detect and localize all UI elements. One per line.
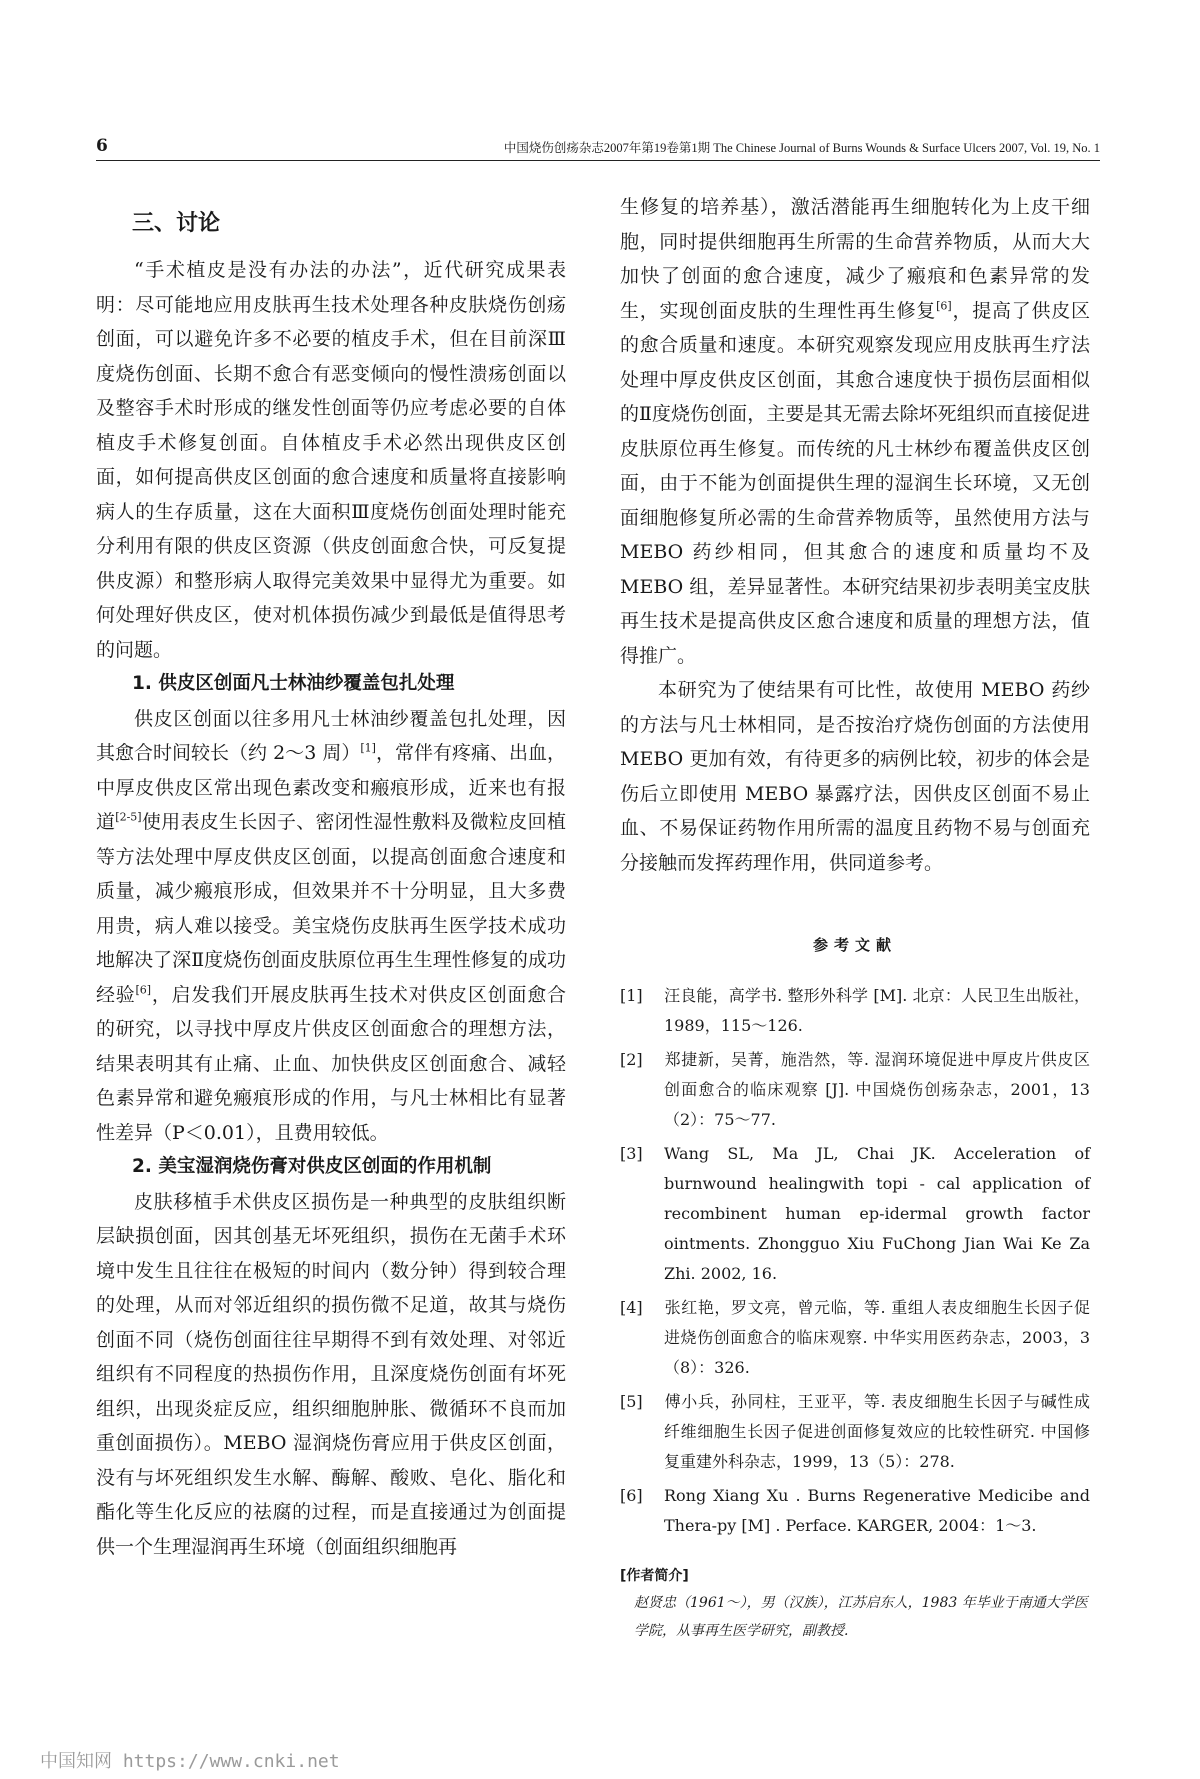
references-title: 参考文献 (812, 936, 897, 954)
discussion-paragraph-1: “手术植皮是没有办法的办法”，近代研究成果表明：尽可能地应用皮肤再生技术处理各种皮肤烧伤创疡创面，可以避免许多不必要的植皮手术，但在目前深Ⅲ度烧伤创面、长期不愈合有恶变倾向的慢性溃疡创面以及整容手术时形成的继发性创面等仍应考虑必要的自体植皮手术修复创面。自体植皮手术必然出现供皮区创面，如何提高供皮区创面的愈合速度和质量将直接影响病人的生存质量，这在大面积Ⅲ度烧伤创面处理时能充分利用有限的供皮区资源（供皮创面愈合快，可反复提供皮源）和整形病人取得完美效果中显得尤为重要。如何处理好供皮区，使对机体损伤减少到最低是值得思考的问题。 (96, 259, 566, 661)
section-title: 三、讨论 (132, 211, 221, 236)
reference-item: [1] 汪良能，高学书. 整形外科学 [M]. 北京：人民卫生出版社，1989，115～126. (620, 986, 1090, 1035)
reference-item: [2] 郑捷新，吴菁，施浩然，等. 湿润环境促进中厚皮片供皮区创面愈合的临床观察 [J]. 中国烧伤创疡杂志，2001，13（2）：75～77. (620, 1050, 1090, 1129)
author-label: [作者简介] (620, 1568, 689, 1584)
cnki-watermark: 中国知网 https://www.cnki.net (40, 1751, 340, 1772)
discussion-paragraph-2: 供皮区创面以往多用凡士林油纱覆盖包扎处理，因其愈合时间较长（约 2～3 周）[1]，常伴有疼痛、出血，中厚皮供皮区常出现色素改变和瘢痕形成，近来也有报道[2-5]使用表皮生长因子、密闭性湿性敷料及微粒皮回植等方法处理中厚皮供皮区创面，以提高创面愈合速度和质量，减少瘢痕形成，但效果并不十分明显，且大多费用贵，病人难以接受。美宝烧伤皮肤再生医学技术成功地解决了深Ⅱ度烧伤创面皮肤原位再生生理性修复的成功经验[6]，启发我们开展皮肤再生技术对供皮区创面愈合的研究，以寻找中厚皮片供皮区创面愈合的理想方法，结果表明其有止痛、止血、加快供皮区创面愈合、减轻色素异常和避免瘢痕形成的作用，与凡士林相比有显著性差异（P＜0.01），且费用较低。 (96, 707, 566, 1144)
citation[interactable]: [1] (360, 741, 376, 755)
discussion-paragraph-3-continued: 生修复的培养基），激活潜能再生细胞转化为上皮干细胞，同时提供细胞再生所需的生命营养物质，从而大大加快了创面的愈合速度，减少了瘢痕和色素异常的发生，实现创面皮肤的生理性再生修复[6]，提高了供皮区的愈合质量和速度。本研究观察发现应用皮肤再生疗法处理中厚皮供皮区创面，其愈合速度快于损伤层面相似的Ⅱ度烧伤创面，主要是其无需去除坏死组织而直接促进皮肤原位再生修复。而传统的凡士林纱布覆盖供皮区创面，由于不能为创面提供生理的湿润生长环境，又无创面细胞修复所必需的生命营养物质等，虽然使用方法与 MEBO 药纱相同，但其愈合的速度和质量均不及 MEBO 组，差异显著性。本研究结果初步表明美宝皮肤再生技术是提高供皮区愈合速度和质量的理想方法，值得推广。 (620, 196, 1090, 667)
subsection-heading-1: 1. 供皮区创面凡士林油纱覆盖包扎处理 (132, 673, 455, 694)
right-column (620, 190, 1090, 1645)
reference-list (620, 981, 1090, 1541)
author-bio: 赵贤忠（1961～），男（汉族），江苏启东人，1983 年毕业于南通大学医学院，从事再生医学研究，副教授. (634, 1595, 1088, 1639)
reference-item: [5] 傅小兵，孙同柱，王亚平，等. 表皮细胞生长因子与碱性成纤维细胞生长因子促进创面修复效应的比较性研究. 中国修复重建外科杂志，1999，13（5）：278. (620, 1392, 1090, 1471)
author-info (620, 1565, 1090, 1645)
citation[interactable]: [2-5] (115, 810, 142, 824)
left-column (96, 186, 566, 1564)
journal-running-head: 中国烧伤创疡杂志2007年第19卷第1期 The Chinese Journal of Burns Wounds & Surface Ulcers 2007, Vol. 19, No. 1 (503, 141, 1100, 155)
reference-item: [6] Rong Xiang Xu . Burns Regenerative Medicibe and Thera-py [M] . Perface. KARGER, 2004：1～3. (620, 1486, 1090, 1535)
citation[interactable]: [6] (936, 299, 952, 313)
page-header (96, 136, 1100, 161)
page-number: 6 (96, 136, 108, 156)
reference-item: [3] Wang SL, Ma JL, Chai JK. Acceleration of burnwound healingwith topi - cal application of recombinent human ep-idermal growth factor ointments. Zhongguo Xiu FuChong Jian Wai Ke Za Zhi. 2002, 16. (620, 1144, 1090, 1283)
reference-item: [4] 张红艳，罗文亮，曾元临，等. 重组人表皮细胞生长因子促进烧伤创面愈合的临床观察. 中华实用医药杂志，2003，3（8）：326. (620, 1298, 1090, 1377)
citation[interactable]: [6] (135, 983, 152, 997)
subsection-heading-2: 2. 美宝湿润烧伤膏对供皮区创面的作用机制 (132, 1156, 492, 1177)
discussion-paragraph-4: 本研究为了使结果有可比性，故使用 MEBO 药纱的方法与凡士林相同，是否按治疗烧伤创面的方法使用 MEBO 更加有效，有待更多的病例比较，初步的体会是伤后立即使用 MEBO 暴露疗法，因供皮区创面不易止血、不易保证药物作用所需的温度且药物不易与创面充分接触而发挥药理作用，供同道参考。 (620, 679, 1090, 874)
discussion-paragraph-3: 皮肤移植手术供皮区损伤是一种典型的皮肤组织断层缺损创面，因其创基无坏死组织，损伤在无菌手术环境中发生且往往在极短的时间内（数分钟）得到较合理的处理，从而对邻近组织的损伤微不足道，故其与烧伤创面不同（烧伤创面往往早期得不到有效处理、对邻近组织有不同程度的热损伤作用，且深度烧伤创面有坏死组织，出现炎症反应，组织细胞肿胀、微循环不良而加重创面损伤）。MEBO 湿润烧伤膏应用于供皮区创面，没有与坏死组织发生水解、酶解、酸败、皂化、脂化和酯化等生化反应的祛腐的过程，而是直接通过为创面提供一个生理湿润再生环境（创面组织细胞再 (96, 1190, 566, 1558)
